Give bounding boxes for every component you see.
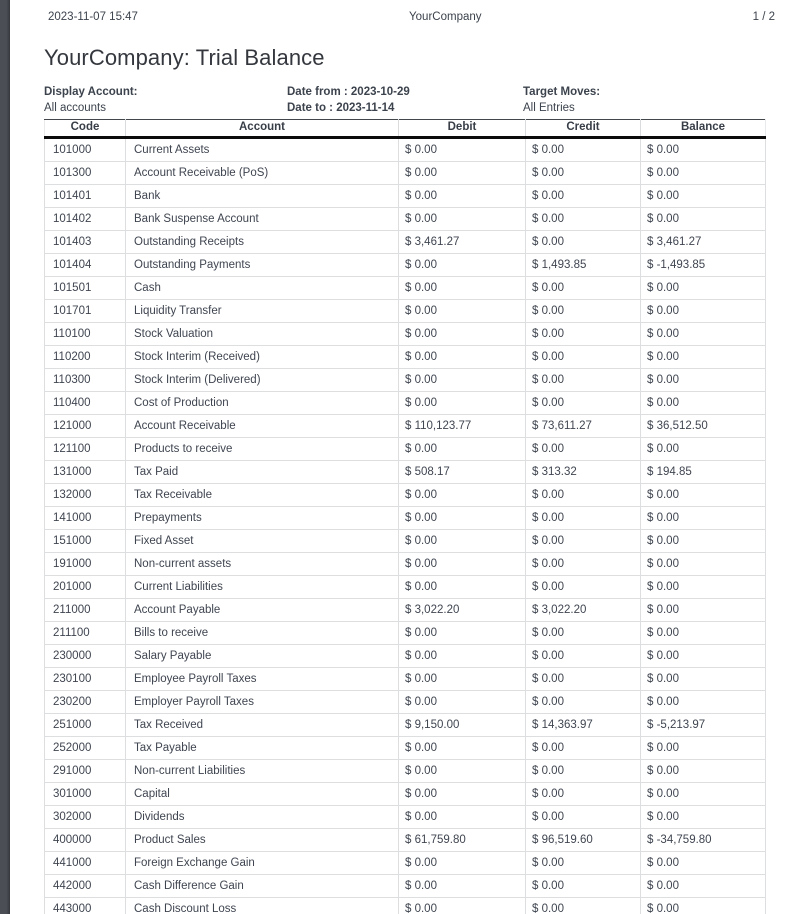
code-cell: 251000 — [45, 714, 126, 737]
code-cell: 110400 — [45, 392, 126, 415]
table-row — [45, 829, 766, 852]
code-cell: 101402 — [45, 208, 126, 231]
code-cell: 121000 — [45, 415, 126, 438]
balance-cell: $ 0.00 — [641, 622, 766, 645]
credit-cell: $ 0.00 — [526, 438, 641, 461]
balance-cell: $ 0.00 — [641, 277, 766, 300]
column-header-account: Account — [126, 120, 399, 138]
credit-cell: $ 0.00 — [526, 852, 641, 875]
print-datetime: 2023-11-07 15:47 — [48, 11, 138, 23]
table-row — [45, 760, 766, 783]
balance-cell: $ 0.00 — [641, 530, 766, 553]
account-cell: Non-current Liabilities — [126, 760, 399, 783]
account-cell: Tax Payable — [126, 737, 399, 760]
date-to-value: 2023-11-14 — [336, 102, 395, 114]
account-cell: Tax Paid — [126, 461, 399, 484]
code-cell: 131000 — [45, 461, 126, 484]
account-cell: Employee Payroll Taxes — [126, 668, 399, 691]
credit-cell: $ 0.00 — [526, 806, 641, 829]
code-cell: 101501 — [45, 277, 126, 300]
balance-cell: $ 0.00 — [641, 138, 766, 162]
account-cell: Stock Interim (Delivered) — [126, 369, 399, 392]
table-row — [45, 691, 766, 714]
debit-cell: $ 0.00 — [399, 346, 526, 369]
table-row — [45, 898, 766, 914]
credit-cell: $ 0.00 — [526, 760, 641, 783]
table-row — [45, 185, 766, 208]
debit-cell: $ 0.00 — [399, 208, 526, 231]
debit-cell: $ 110,123.77 — [399, 415, 526, 438]
credit-cell: $ 0.00 — [526, 346, 641, 369]
report-title: YourCompany: Trial Balance — [44, 45, 325, 70]
debit-cell: $ 0.00 — [399, 898, 526, 914]
credit-cell: $ 313.32 — [526, 461, 641, 484]
date-to-label: Date to : — [287, 102, 333, 114]
account-cell: Capital — [126, 783, 399, 806]
debit-cell: $ 0.00 — [399, 645, 526, 668]
code-cell: 110200 — [45, 346, 126, 369]
debit-cell: $ 0.00 — [399, 622, 526, 645]
table-row — [45, 231, 766, 254]
account-cell: Bank — [126, 185, 399, 208]
table-row — [45, 875, 766, 898]
credit-cell: $ 0.00 — [526, 530, 641, 553]
debit-cell: $ 0.00 — [399, 806, 526, 829]
credit-cell: $ 0.00 — [526, 783, 641, 806]
table-row — [45, 622, 766, 645]
balance-cell: $ 0.00 — [641, 553, 766, 576]
date-from-label: Date from : — [287, 86, 348, 98]
balance-cell: $ 0.00 — [641, 645, 766, 668]
code-cell: 201000 — [45, 576, 126, 599]
column-header-balance: Balance — [641, 120, 766, 138]
debit-cell: $ 0.00 — [399, 737, 526, 760]
balance-cell: $ 36,512.50 — [641, 415, 766, 438]
debit-cell: $ 0.00 — [399, 484, 526, 507]
credit-cell: $ 0.00 — [526, 277, 641, 300]
code-cell: 141000 — [45, 507, 126, 530]
balance-cell: $ 0.00 — [641, 392, 766, 415]
code-cell: 441000 — [45, 852, 126, 875]
debit-cell: $ 0.00 — [399, 138, 526, 162]
account-cell: Salary Payable — [126, 645, 399, 668]
debit-cell: $ 0.00 — [399, 323, 526, 346]
credit-cell: $ 3,022.20 — [526, 599, 641, 622]
balance-cell: $ 194.85 — [641, 461, 766, 484]
code-cell: 101403 — [45, 231, 126, 254]
column-header-code: Code — [45, 120, 126, 138]
debit-cell: $ 0.00 — [399, 438, 526, 461]
balance-cell: $ 0.00 — [641, 300, 766, 323]
account-cell: Non-current assets — [126, 553, 399, 576]
debit-cell: $ 0.00 — [399, 668, 526, 691]
account-cell: Employer Payroll Taxes — [126, 691, 399, 714]
code-cell: 191000 — [45, 553, 126, 576]
debit-cell: $ 0.00 — [399, 185, 526, 208]
date-to-line — [287, 100, 523, 116]
viewer-left-edge — [0, 0, 10, 914]
account-cell: Product Sales — [126, 829, 399, 852]
code-cell: 211100 — [45, 622, 126, 645]
code-cell: 132000 — [45, 484, 126, 507]
account-cell: Account Receivable — [126, 415, 399, 438]
code-cell: 110300 — [45, 369, 126, 392]
account-cell: Bills to receive — [126, 622, 399, 645]
code-cell: 101701 — [45, 300, 126, 323]
table-row — [45, 737, 766, 760]
balance-cell: $ 0.00 — [641, 783, 766, 806]
code-cell: 110100 — [45, 323, 126, 346]
table-row — [45, 806, 766, 829]
table-row — [45, 277, 766, 300]
balance-cell: $ 0.00 — [641, 760, 766, 783]
debit-cell: $ 0.00 — [399, 300, 526, 323]
credit-cell: $ 73,611.27 — [526, 415, 641, 438]
code-cell: 252000 — [45, 737, 126, 760]
balance-cell: $ 0.00 — [641, 737, 766, 760]
credit-cell: $ 1,493.85 — [526, 254, 641, 277]
display-account-value: All accounts — [44, 102, 107, 114]
account-cell: Current Liabilities — [126, 576, 399, 599]
account-cell: Bank Suspense Account — [126, 208, 399, 231]
debit-cell: $ 0.00 — [399, 507, 526, 530]
account-cell: Cash — [126, 277, 399, 300]
credit-cell: $ 0.00 — [526, 185, 641, 208]
balance-cell: $ -34,759.80 — [641, 829, 766, 852]
table-row — [45, 530, 766, 553]
target-moves-label: Target Moves: — [523, 86, 601, 98]
code-cell: 121100 — [45, 438, 126, 461]
code-cell: 101300 — [45, 162, 126, 185]
code-cell: 230100 — [45, 668, 126, 691]
credit-cell: $ 0.00 — [526, 691, 641, 714]
credit-cell: $ 0.00 — [526, 300, 641, 323]
account-cell: Dividends — [126, 806, 399, 829]
credit-cell: $ 0.00 — [526, 737, 641, 760]
account-cell: Cash Difference Gain — [126, 875, 399, 898]
table-header — [45, 120, 766, 138]
credit-cell: $ 0.00 — [526, 484, 641, 507]
filter-display-account — [44, 84, 287, 116]
account-cell: Fixed Asset — [126, 530, 399, 553]
account-cell: Tax Receivable — [126, 484, 399, 507]
code-cell: 101000 — [45, 138, 126, 162]
company-name: YourCompany — [409, 11, 482, 23]
account-cell: Cost of Production — [126, 392, 399, 415]
column-header-debit: Debit — [399, 120, 526, 138]
credit-cell: $ 0.00 — [526, 622, 641, 645]
debit-cell: $ 0.00 — [399, 783, 526, 806]
table-row — [45, 438, 766, 461]
credit-cell: $ 14,363.97 — [526, 714, 641, 737]
debit-cell: $ 0.00 — [399, 369, 526, 392]
credit-cell: $ 0.00 — [526, 162, 641, 185]
table-row — [45, 254, 766, 277]
table-row — [45, 392, 766, 415]
account-cell: Account Payable — [126, 599, 399, 622]
code-cell: 442000 — [45, 875, 126, 898]
debit-cell: $ 0.00 — [399, 530, 526, 553]
code-cell: 443000 — [45, 898, 126, 914]
debit-cell: $ 61,759.80 — [399, 829, 526, 852]
debit-cell: $ 0.00 — [399, 852, 526, 875]
table-row — [45, 668, 766, 691]
filter-dates — [287, 84, 523, 116]
code-cell: 301000 — [45, 783, 126, 806]
target-moves-value: All Entries — [523, 102, 575, 114]
debit-cell: $ 3,022.20 — [399, 599, 526, 622]
credit-cell: $ 0.00 — [526, 668, 641, 691]
credit-cell: $ 0.00 — [526, 323, 641, 346]
table-row — [45, 507, 766, 530]
debit-cell: $ 0.00 — [399, 162, 526, 185]
table-row — [45, 369, 766, 392]
account-cell: Liquidity Transfer — [126, 300, 399, 323]
account-cell: Current Assets — [126, 138, 399, 162]
table-row — [45, 576, 766, 599]
table-row — [45, 714, 766, 737]
balance-cell: $ 3,461.27 — [641, 231, 766, 254]
page-number-indicator: 1 / 2 — [752, 11, 775, 23]
balance-cell: $ 0.00 — [641, 668, 766, 691]
credit-cell: $ 0.00 — [526, 553, 641, 576]
code-cell: 101401 — [45, 185, 126, 208]
table-row — [45, 415, 766, 438]
account-cell: Stock Valuation — [126, 323, 399, 346]
credit-cell: $ 0.00 — [526, 231, 641, 254]
balance-cell: $ 0.00 — [641, 806, 766, 829]
balance-cell: $ 0.00 — [641, 599, 766, 622]
table-row — [45, 300, 766, 323]
code-cell: 230000 — [45, 645, 126, 668]
balance-cell: $ 0.00 — [641, 852, 766, 875]
account-cell: Prepayments — [126, 507, 399, 530]
page-meta — [44, 10, 775, 24]
filter-target-moves — [523, 84, 775, 116]
table-row — [45, 461, 766, 484]
account-cell: Foreign Exchange Gain — [126, 852, 399, 875]
debit-cell: $ 0.00 — [399, 691, 526, 714]
table-row — [45, 208, 766, 231]
code-cell: 230200 — [45, 691, 126, 714]
debit-cell: $ 0.00 — [399, 553, 526, 576]
table-row — [45, 138, 766, 162]
credit-cell: $ 0.00 — [526, 369, 641, 392]
table-row — [45, 323, 766, 346]
code-cell: 291000 — [45, 760, 126, 783]
debit-cell: $ 0.00 — [399, 277, 526, 300]
balance-cell: $ 0.00 — [641, 484, 766, 507]
debit-cell: $ 0.00 — [399, 760, 526, 783]
debit-cell: $ 0.00 — [399, 254, 526, 277]
balance-cell: $ 0.00 — [641, 898, 766, 914]
date-from-value: 2023-10-29 — [350, 86, 410, 98]
account-cell: Outstanding Receipts — [126, 231, 399, 254]
account-cell: Cash Discount Loss — [126, 898, 399, 914]
filters-section — [44, 84, 775, 116]
code-cell: 400000 — [45, 829, 126, 852]
table-row — [45, 553, 766, 576]
table-row — [45, 162, 766, 185]
debit-cell: $ 0.00 — [399, 576, 526, 599]
balance-cell: $ 0.00 — [641, 369, 766, 392]
balance-cell: $ 0.00 — [641, 438, 766, 461]
balance-cell: $ -5,213.97 — [641, 714, 766, 737]
code-cell: 101404 — [45, 254, 126, 277]
balance-cell: $ 0.00 — [641, 162, 766, 185]
trial-balance-table — [44, 119, 766, 914]
display-account-label: Display Account: — [44, 86, 138, 98]
table-row — [45, 599, 766, 622]
credit-cell: $ 0.00 — [526, 208, 641, 231]
balance-cell: $ 0.00 — [641, 691, 766, 714]
account-cell: Account Receivable (PoS) — [126, 162, 399, 185]
code-cell: 302000 — [45, 806, 126, 829]
code-cell: 211000 — [45, 599, 126, 622]
table-row — [45, 852, 766, 875]
account-cell: Tax Received — [126, 714, 399, 737]
balance-cell: $ 0.00 — [641, 208, 766, 231]
code-cell: 151000 — [45, 530, 126, 553]
table-row — [45, 484, 766, 507]
balance-cell: $ 0.00 — [641, 185, 766, 208]
debit-cell: $ 9,150.00 — [399, 714, 526, 737]
debit-cell: $ 0.00 — [399, 392, 526, 415]
balance-cell: $ 0.00 — [641, 576, 766, 599]
credit-cell: $ 0.00 — [526, 576, 641, 599]
column-header-credit: Credit — [526, 120, 641, 138]
balance-cell: $ 0.00 — [641, 323, 766, 346]
account-cell: Stock Interim (Received) — [126, 346, 399, 369]
table-header-row — [45, 120, 766, 138]
date-from-line — [287, 84, 523, 100]
credit-cell: $ 96,519.60 — [526, 829, 641, 852]
credit-cell: $ 0.00 — [526, 875, 641, 898]
debit-cell: $ 3,461.27 — [399, 231, 526, 254]
credit-cell: $ 0.00 — [526, 898, 641, 914]
report-page — [10, 0, 800, 914]
credit-cell: $ 0.00 — [526, 392, 641, 415]
balance-cell: $ 0.00 — [641, 875, 766, 898]
balance-cell: $ 0.00 — [641, 346, 766, 369]
debit-cell: $ 508.17 — [399, 461, 526, 484]
debit-cell: $ 0.00 — [399, 875, 526, 898]
table-body — [45, 138, 766, 914]
credit-cell: $ 0.00 — [526, 645, 641, 668]
account-cell: Products to receive — [126, 438, 399, 461]
account-cell: Outstanding Payments — [126, 254, 399, 277]
table-row — [45, 346, 766, 369]
credit-cell: $ 0.00 — [526, 507, 641, 530]
credit-cell: $ 0.00 — [526, 138, 641, 162]
table-row — [45, 645, 766, 668]
balance-cell: $ 0.00 — [641, 507, 766, 530]
table-row — [45, 783, 766, 806]
balance-cell: $ -1,493.85 — [641, 254, 766, 277]
